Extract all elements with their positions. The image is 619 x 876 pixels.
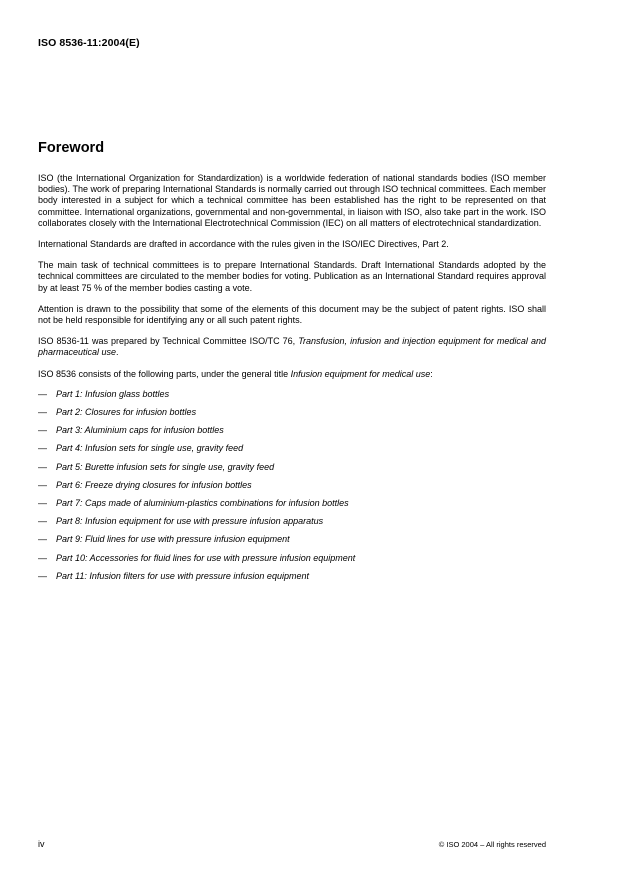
paragraph-parts-intro xyxy=(38,369,546,380)
list-dash: — xyxy=(38,570,47,581)
page-title: Foreword xyxy=(38,140,105,156)
list-item xyxy=(38,462,546,473)
paragraph-committee-task: The main task of technical committees is to prepare International Standards. Draft International Standards adopted by the technical committees are circulated to the member bodies for voting. Publication as an International Standard requires approval by at least 75 % of the member bodies casting a vote. xyxy=(38,260,546,293)
part-title: Part 3: Aluminium caps for infusion bottles xyxy=(56,425,224,436)
part-title: Part 2: Closures for infusion bottles xyxy=(56,407,197,418)
paragraph-iso-description: ISO (the International Organization for Standardization) is a worldwide federation of national standards bodies (ISO member bodies). The work of preparing International Standards is normally carried out through ISO technical committees. Each member body interested in a subject for which a technical committee has been established has the right to be represented on that committee. International organizations, governmental and non-governmental, in liaison with ISO, also take part in the work. ISO collaborates closely with the International Electrotechnical Commission (IEC) on all matters of electrotechnical standardization. xyxy=(38,173,546,228)
prepared-by-end: . xyxy=(116,347,119,358)
parts-list xyxy=(38,389,546,582)
list-dash: — xyxy=(38,516,47,527)
parts-intro-end: : xyxy=(430,368,433,379)
part-title: Part 7: Caps made of aluminium-plastics combinations for infusion bottles xyxy=(56,498,349,509)
part-title: Part 9: Fluid lines for use with pressure infusion equipment xyxy=(56,534,290,545)
list-dash: — xyxy=(38,552,47,563)
list-item xyxy=(38,534,546,545)
part-title: Part 1: Infusion glass bottles xyxy=(56,388,170,399)
part-title: Part 6: Freeze drying closures for infusion bottles xyxy=(56,479,252,490)
document-code: ISO 8536-11:2004(E) xyxy=(38,37,140,49)
paragraph-prepared-by xyxy=(38,336,546,358)
general-title: Infusion equipment for medical use xyxy=(290,368,431,379)
paragraph-patent-rights: Attention is drawn to the possibility that some of the elements of this document may be the subject of patent rights. ISO shall not be held responsible for identifying any or all such patent rights. xyxy=(38,303,546,326)
list-dash: — xyxy=(38,388,47,399)
list-item xyxy=(38,389,546,400)
part-title: Part 8: Infusion equipment for use with pressure infusion apparatus xyxy=(56,516,324,527)
list-dash: — xyxy=(38,407,47,418)
list-item xyxy=(38,553,546,564)
parts-intro-text: ISO 8536 consists of the following parts, under the general title xyxy=(38,368,291,379)
list-dash: — xyxy=(38,443,47,454)
list-dash: — xyxy=(38,498,47,509)
list-item xyxy=(38,480,546,491)
page-number: iv xyxy=(38,839,45,849)
list-item xyxy=(38,425,546,436)
part-title: Part 11: Infusion filters for use with pressure infusion equipment xyxy=(56,570,309,581)
list-item xyxy=(38,407,546,418)
list-item xyxy=(38,516,546,527)
paragraph-drafting-rules: International Standards are drafted in accordance with the rules given in the ISO/IEC Directives, Part 2. xyxy=(38,239,449,250)
committee-title: Transfusion, infusion and injection equipment for medical and pharmaceutical use xyxy=(38,336,546,358)
list-item xyxy=(38,498,546,509)
foreword-section xyxy=(38,139,546,589)
part-title: Part 4: Infusion sets for single use, gravity feed xyxy=(56,443,244,454)
list-dash: — xyxy=(38,461,47,472)
part-title: Part 5: Burette infusion sets for single use, gravity feed xyxy=(56,461,275,472)
copyright-notice: © ISO 2004 – All rights reserved xyxy=(438,840,546,849)
list-dash: — xyxy=(38,534,47,545)
list-item xyxy=(38,443,546,454)
prepared-by-text: ISO 8536-11 was prepared by Technical Committee ISO/TC 76, xyxy=(38,336,299,347)
list-item xyxy=(38,571,546,582)
list-dash: — xyxy=(38,425,47,436)
list-dash: — xyxy=(38,479,47,490)
part-title: Part 10: Accessories for fluid lines for use with pressure infusion equipment xyxy=(56,552,356,563)
